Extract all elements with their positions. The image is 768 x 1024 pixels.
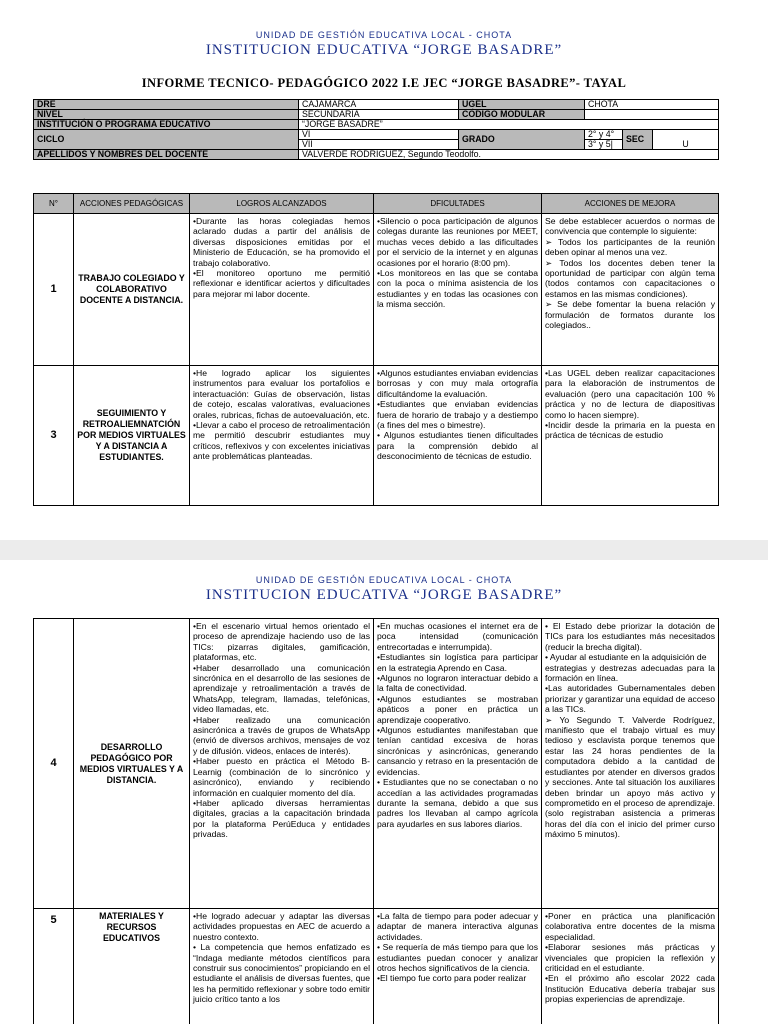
mejora-item: ➢ Todos los participantes de la reunión deben opinar al menos una vez.: [545, 236, 715, 258]
table-header-row: [34, 194, 719, 214]
report-title: INFORME TECNICO- PEDAGÓGICO 2022 I.E JEC “JORGE BASADRE”- TAYAL: [141, 76, 627, 90]
nivel-label: NIVEL: [34, 110, 299, 120]
table-row: [34, 619, 719, 909]
mejora-item: Se debe establecer acuerdos o normas de convivencia que contemple lo siguiente:: [545, 216, 715, 237]
col-header-acciones: ACCIONES PEDAGÓGICAS: [74, 194, 190, 214]
mejora-item: •Incidir desde la primaria en la puesta en práctica de técnicas de estudio: [545, 420, 715, 441]
dificultad-item: • Algunos estudiantes tienen dificultades para la comprensión debido al desconocimiento de técnicas de estudio.: [377, 430, 538, 462]
dificultad-item: •Estudiantes que enviaban evidencias fuera de horario de trabajo y a destiempo (a fines del mes o bimestre).: [377, 399, 538, 431]
mejora-item: ➢ Yo Segundo T. Valverde Rodríguez, manifiesto que el trabajo virtual es muy tedioso y esclavista porque tenemos que estar las 24 horas pendientes de la computadora debido a la cantidad de estudiantes por atender en diversos grados y secciones. Ante tal situación los auxiliares deben brindar un apoyo más activo y comprometido en el proceso de aprendizaje. (solo registraban asistencia a primeras horas del día con el inicio del primer curso máximo 5 minutos).: [545, 714, 715, 840]
grado-label: GRADO: [459, 130, 585, 150]
docente-value: VALVERDE RODRÍGUEZ, Segundo Teodolfo.: [299, 150, 719, 160]
row-mejora: [542, 619, 719, 909]
table-row: [34, 366, 719, 506]
ugel-value: CHOTA: [585, 100, 719, 110]
row-mejora: [542, 214, 719, 366]
dre-value: CAJAMARCA: [299, 100, 459, 110]
actions-table-page-1: [33, 193, 719, 506]
institution-header: INSTITUCION EDUCATIVA “JORGE BASADRE”: [205, 42, 563, 58]
mejora-item: • El Estado debe priorizar la dotación de TICs para los estudiantes más necesitados (reducir la brecha digital).: [545, 621, 715, 652]
mejora-item: •Elaborar sesiones más prácticas y vivenciales que propicien la reflexión y criticidad en el estudiante.: [545, 942, 715, 974]
page-gap: [0, 540, 768, 560]
logro-item: •El monitoreo oportuno me permitió reflexionar e identificar aciertos y dificultades para mejorar mi labor docente.: [193, 268, 370, 299]
ugel-header: UNIDAD DE GESTIÓN EDUCATIVA LOCAL - CHOTA: [255, 575, 513, 585]
institution-header: INSTITUCION EDUCATIVA “JORGE BASADRE”: [205, 587, 563, 603]
row-number: 3: [34, 366, 74, 506]
row-dificultades: [374, 619, 542, 909]
ugel-label: UGEL: [459, 100, 585, 110]
row-number: 4: [34, 619, 74, 909]
dificultad-item: •La falta de tiempo para poder adecuar y adaptar de manera interactiva algunas actividades.: [377, 911, 538, 942]
row-accion: MATERIALES Y RECURSOS EDUCATIVOS: [74, 909, 190, 1024]
logro-item: • La competencia que hemos enfatizado es “Indaga mediante métodos científicos para construir sus conocimientos” propiciando en el estudiante el análisis de diversas fuentes, que les ha permitido reflexionar y sobre todo emitir juicio crítico tanto a los: [193, 942, 370, 1005]
mejora-item: ➢ Todos los docentes deben tener la oportunidad de participar con algún tema (todos contamos con capacitaciones o estamos en las mismas condiciones).: [545, 257, 715, 299]
document-page-2: [0, 560, 768, 1024]
codigo-label: CÓDIGO MODULAR: [459, 110, 585, 120]
col-header-dificultades: DFICULTADES: [374, 194, 542, 214]
table-row: [34, 909, 719, 1024]
col-header-logros: LOGROS ALCANZADOS: [190, 194, 374, 214]
grado-value-1: 2° y 4°: [585, 130, 623, 140]
actions-table-page-2: [33, 618, 719, 1024]
dificultad-item: • Se requería de más tiempo para que los estudiantes puedan conocer y analizar otros hechos significativos de la ciencia.: [377, 942, 538, 974]
mejora-item: •Las UGEL deben realizar capacitaciones para la elaboración de instrumentos de evaluación (pero una capacitación 100 % práctica y no de lectura de diapositivas como lo hacen siempre).: [545, 368, 715, 420]
mejora-item: •En el próximo año escolar 2022 cada Institución Educativa debería trabajar sus propias experiencias de aprendizaje.: [545, 973, 715, 1005]
logro-item: •Haber desarrollado una comunicación sincrónica en el desarrollo de las sesiones de aprendizaje y retroalimentación a través de WhatsApp, telegram, llamadas, telefónicas, video llamadas, etc.: [193, 662, 370, 715]
row-number: 1: [34, 214, 74, 366]
dificultad-item: • Estudiantes que no se conectaban o no accedían a las actividades programadas durante la semana, debido a que sus padres los llevaban al campo agrícola para ayudarles en sus labores diarios.: [377, 777, 538, 829]
mejora-item: • Ayudar al estudiante en la adquisición de: [545, 652, 707, 663]
logro-item: •He logrado adecuar y adaptar las diversas actividades propuestas en AEC de acuerdo a nuestro contexto.: [193, 911, 370, 942]
row-logros: [190, 214, 374, 366]
col-header-mejora: ACCIONES DE MEJORA: [542, 194, 719, 214]
dificultad-item: •El tiempo fue corto para poder realizar: [377, 973, 527, 984]
row-accion: DESARROLLO PEDAGÓGICO POR MEDIOS VIRTUALES Y A DISTANCIA.: [74, 619, 190, 909]
dificultad-item: •Silencio o poca participación de algunos colegas durante las reuniones por MEET, muchas veces debido a las dificultades por el servicio de la internet y en algunas ocasiones por el horario (8:00 pm).: [377, 216, 538, 268]
row-accion: SEGUIMIENTO Y RETROALIEMNATCIÓN POR MEDIOS VIRTUALES Y A DISTANCIA A ESTUDIANTES.: [74, 366, 190, 506]
logro-item: •Haber puesto en práctica el Método B-Learnig (combinación de lo sincrónico y asincrónico), enviando y recibiendo información en cualquier momento del día.: [193, 756, 370, 798]
row-dificultades: [374, 909, 542, 1024]
ciclo-value-1: VI: [299, 130, 459, 140]
mejora-item: estrategias y destrezas adecuadas para la formación en línea.: [545, 662, 715, 684]
logro-item: •En el escenario virtual hemos orientado el proceso de aprendizaje haciendo uso de las TICs: pizarras digitales, gamificación, plataformas, etc.: [193, 621, 370, 663]
row-mejora: [542, 909, 719, 1024]
logro-item: •He logrado aplicar los siguientes instrumentos para evaluar los portafolios e interactuación: Guías de observación, listas de cotejo, escalas valorativas, evaluaciones orales, rubricas, fichas de autoevaluación, etc.: [193, 368, 370, 420]
logro-item: •Durante las horas colegiadas hemos aclarado dudas a partir del análisis de diversas disposiciones emitidas por el Ministerio de Educación, se ha promovido el trabajo colaborativo.: [193, 216, 370, 268]
dificultad-item: •Estudiantes sin logística para participar en la estrategia Aprendo en Casa.: [377, 652, 538, 673]
ciclo-label: CICLO: [34, 130, 299, 150]
mejora-item: •Las autoridades Gubernamentales deben priorizar y garantizar una equidad de acceso a las TICs.: [545, 683, 715, 715]
info-table: [33, 99, 719, 160]
row-dificultades: [374, 214, 542, 366]
dificultad-item: •Algunos estudiantes manifestaban que tenían cantidad excesiva de horas sincrónicas y asincrónicas, generando cansancio y retraso en la presentación de evidencias.: [377, 725, 538, 777]
dificultad-item: •Algunos no lograron interactuar debido a la falta de conectividad.: [377, 673, 538, 694]
sec-label: SEC: [623, 130, 653, 150]
grado-value-2: 3° y 5|: [585, 140, 623, 150]
row-logros: [190, 619, 374, 909]
ciclo-value-2: VII: [299, 140, 459, 150]
col-header-num: N°: [34, 194, 74, 214]
nivel-value: SECUNDARIA: [299, 110, 459, 120]
row-mejora: [542, 366, 719, 506]
dificultad-item: •Algunos estudiantes se mostraban apáticos a poner en práctica un aprendizaje cooperativo.: [377, 693, 538, 725]
mejora-item: ➢ Se debe fomentar la buena relación y formulación de formatos durante los colegiados..: [545, 299, 715, 331]
sec-value: U: [653, 130, 719, 150]
logro-item: •Llevar a cabo el proceso de retroalimentación me permitió descubrir estudiantes muy críticos, reflexivos y con excelentes iniciativas ante problemáticas planteadas.: [193, 420, 370, 462]
row-accion: TRABAJO COLEGIADO Y COLABORATIVO DOCENTE A DISTANCIA.: [74, 214, 190, 366]
table-row: [34, 214, 719, 366]
row-dificultades: [374, 366, 542, 506]
dificultad-item: •Los monitoreos en las que se contaba con la poca o mínima asistencia de los estudiantes y en todas las ocasiones con la misma sección.: [377, 268, 538, 310]
docente-label: APELLIDOS Y NOMBRES DEL DOCENTE: [34, 150, 299, 160]
mejora-item: •Poner en práctica una planificación colaborativa entre docentes de la misma especialidad.: [545, 911, 715, 942]
institucion-value: “JORGE BASADRE”: [299, 120, 719, 130]
row-number: 5: [34, 909, 74, 1024]
logro-item: •Haber aplicado diversas herramientas digitales, gracias a la capacitación brindada por la plataforma PerúEduca y entidades privadas.: [193, 797, 370, 840]
dre-label: DRE: [34, 100, 299, 110]
dificultad-item: •En muchas ocasiones el internet era de poca intensidad (comunicación entrecortadas e interrumpida).: [377, 621, 538, 652]
institucion-label: INSTITUCIÓN O PROGRAMA EDUCATIVO: [34, 120, 299, 130]
dificultad-item: •Algunos estudiantes enviaban evidencias borrosas y con muy mala ortografía dificultándome la evaluación.: [377, 368, 538, 399]
row-logros: [190, 366, 374, 506]
ugel-header: UNIDAD DE GESTIÓN EDUCATIVA LOCAL - CHOTA: [255, 30, 513, 40]
row-logros: [190, 909, 374, 1024]
logro-item: •Haber realizado una comunicación asincrónica a través de grupos de WhatsApp (envió de diversos archivos, mensajes de voz y de difusión. videos, enlaces de interés).: [193, 714, 370, 756]
codigo-value: [585, 110, 719, 120]
